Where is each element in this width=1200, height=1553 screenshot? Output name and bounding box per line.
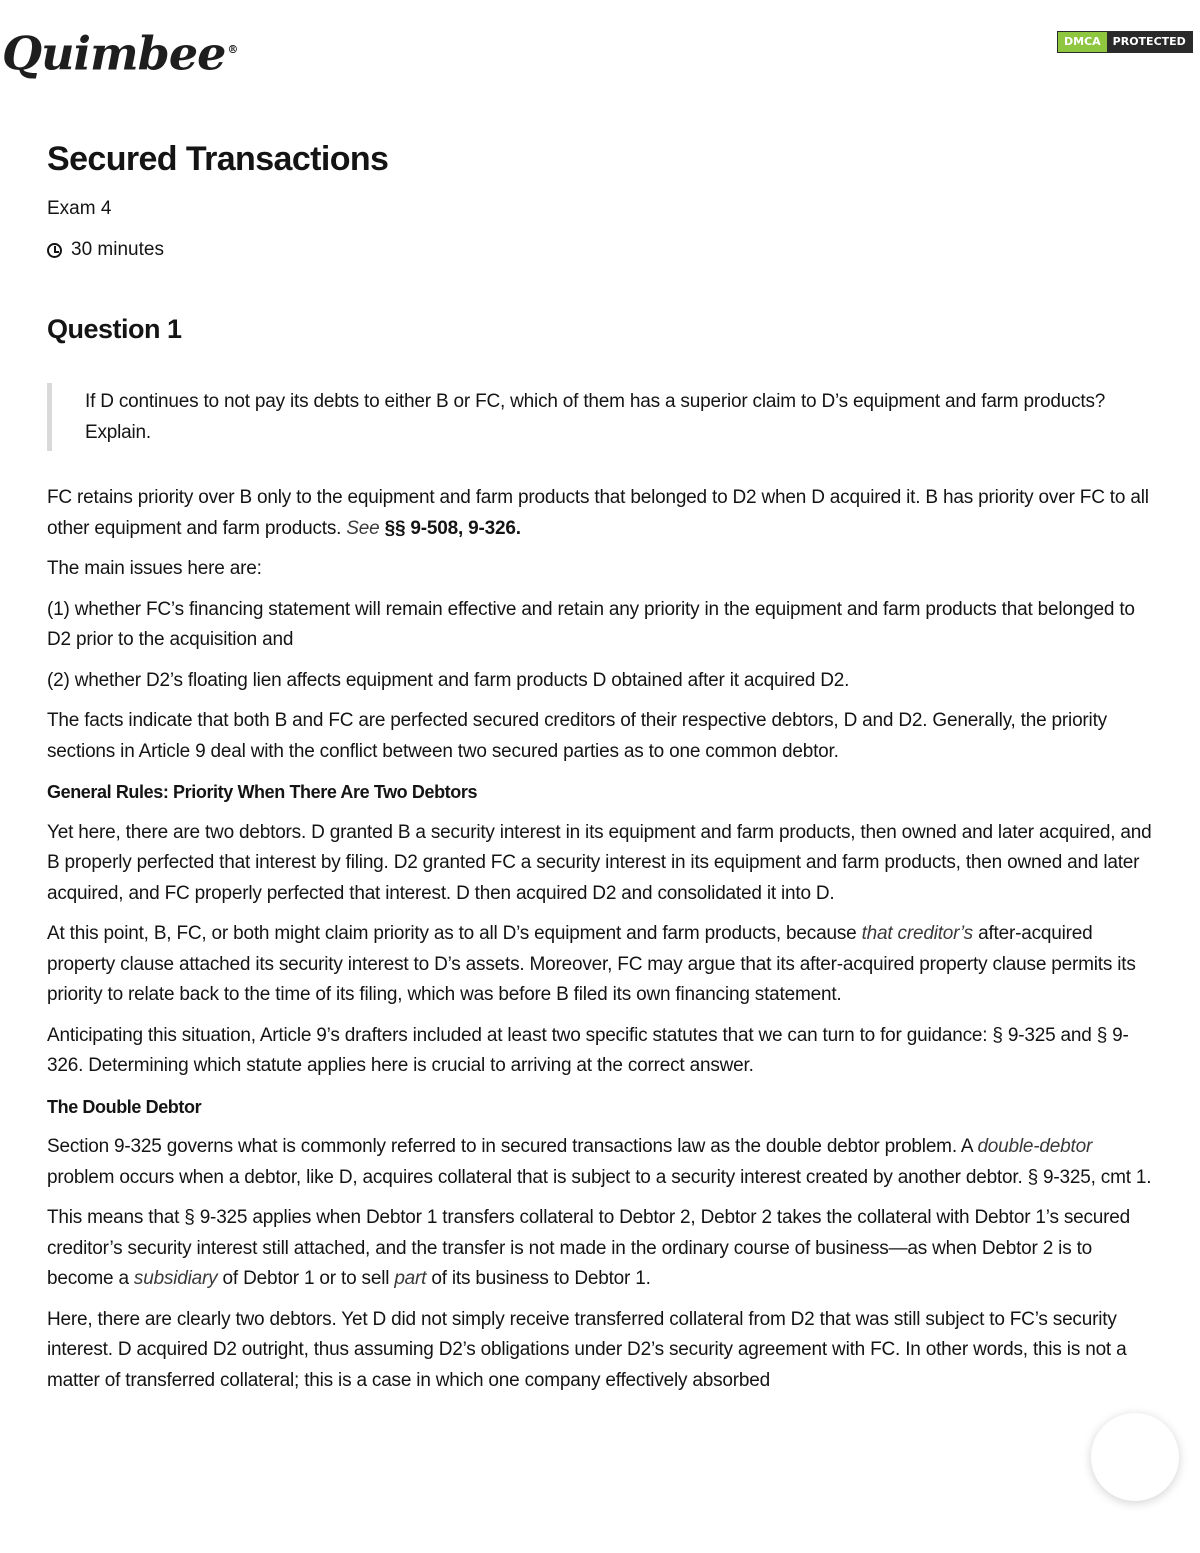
- answer-paragraph: Yet here, there are two debtors. D granted B a security interest in its equipment and farm products, then owned and later acquired, and B properly perfected that interest by filing. D2 granted FC a security interest in its equipment and farm products, then owned and later acquired, and FC properly perfected that interest. D then acquired D2 and consolidated it into D.: [47, 821, 1152, 904]
- text-run: At this point, B, FC, or both might claim priority as to all D’s equipment and farm products, because: [47, 923, 862, 944]
- answer-paragraph: [47, 919, 1157, 1011]
- question-title: Question 1: [47, 314, 182, 344]
- answer-paragraph: (2) whether D2’s floating lien affects equipment and farm products D obtained after it acquired D2.: [47, 669, 850, 691]
- text-run: FC retains priority over B only to the equipment and farm products that belonged to D2 when D acquired it. B has priority over FC to all other equipment and farm products.: [47, 487, 1149, 539]
- answer-paragraph: (1) whether FC’s financing statement will remain effective and retain any priority in the equipment and farm products that belonged to D2 prior to the acquisition and: [47, 598, 1135, 650]
- text-run: after-acquired property clause attached its security interest to D’s assets. Moreover, FC may argue that its after-acquired property clause permits its priority to relate back to the time of its filing, which was before B filed its own financing statement.: [47, 923, 1136, 1005]
- answer-paragraph: Here, there are clearly two debtors. Yet D did not simply receive transferred collateral from D2 that was still subject to FC’s security interest. D acquired D2 outright, thus assuming D2’s obligations under D2’s security agreement with FC. In other words, this is not a matter of transferred collateral; this is a case in which one company effectively absorbed: [47, 1308, 1127, 1391]
- section-heading: The Double Debtor: [47, 1096, 202, 1117]
- chat-widget-button[interactable]: [1091, 1413, 1179, 1501]
- answer-paragraph: The main issues here are:: [47, 558, 262, 579]
- emphasis: that creditor’s: [861, 923, 973, 944]
- page-title: Secured Transactions: [47, 140, 389, 178]
- answer-paragraph: The facts indicate that both B and FC are perfected secured creditors of their respective debtors, D and D2. Generally, the priority sections in Article 9 deal with the conflict between two secured parties as to one common debtor.: [47, 710, 1107, 762]
- answer-paragraph: [47, 483, 1157, 544]
- answer-paragraph: [47, 1203, 1157, 1295]
- emphasis: See: [346, 517, 380, 539]
- text-run: of Debtor 1 or to sell: [217, 1268, 395, 1289]
- emphasis: part: [394, 1268, 427, 1289]
- citation: §§ 9-508, 9-326.: [379, 517, 521, 539]
- answer-paragraph: [47, 1132, 1157, 1193]
- text-run: of its business to Debtor 1.: [426, 1268, 651, 1289]
- text-run: problem occurs when a debtor, like D, acquires collateral that is subject to a security interest created by another debtor. § 9-325, cmt 1.: [47, 1166, 1152, 1188]
- registered-mark: ®: [227, 43, 238, 56]
- answer-paragraph: Anticipating this situation, Article 9’s drafters included at least two specific statutes that we can turn to for guidance: § 9-325 and § 9-326. Determining which statute applies here is crucial to arriving at the correct answer.: [47, 1024, 1129, 1076]
- quimbee-logo[interactable]: [2, 20, 237, 83]
- emphasis: subsidiary: [133, 1268, 218, 1289]
- duration: [47, 238, 1157, 262]
- logo-text: Quimbee: [2, 26, 226, 81]
- duration-text: 30 minutes: [71, 239, 164, 260]
- section-heading: General Rules: Priority When There Are Two Debtors: [47, 782, 478, 802]
- clock-icon: [47, 243, 62, 258]
- emphasis: double-debtor: [977, 1136, 1093, 1157]
- text-run: This means that § 9-325 applies when Debtor 1 transfers collateral to Debtor 2, Debtor 2 takes the collateral with Debtor 1’s secured creditor’s security interest still attached, and the transfer is not made in the ordinary course of business—as when Debtor 2 is to become a: [47, 1207, 1131, 1289]
- question-blockquote: If D continues to not pay its debts to either B or FC, which of them has a superior claim to D’s equipment and farm products? Explain.: [47, 383, 1157, 451]
- protected-label: PROTECTED: [1107, 32, 1192, 52]
- text-run: Section 9-325 governs what is commonly referred to in secured transactions law as the double debtor problem. A: [47, 1136, 978, 1157]
- dmca-label: DMCA: [1058, 32, 1107, 52]
- answer-body: [47, 483, 1157, 1396]
- document-content: [47, 138, 1157, 1406]
- exam-label: Exam 4: [47, 198, 112, 219]
- dmca-protected-badge[interactable]: [1057, 31, 1193, 53]
